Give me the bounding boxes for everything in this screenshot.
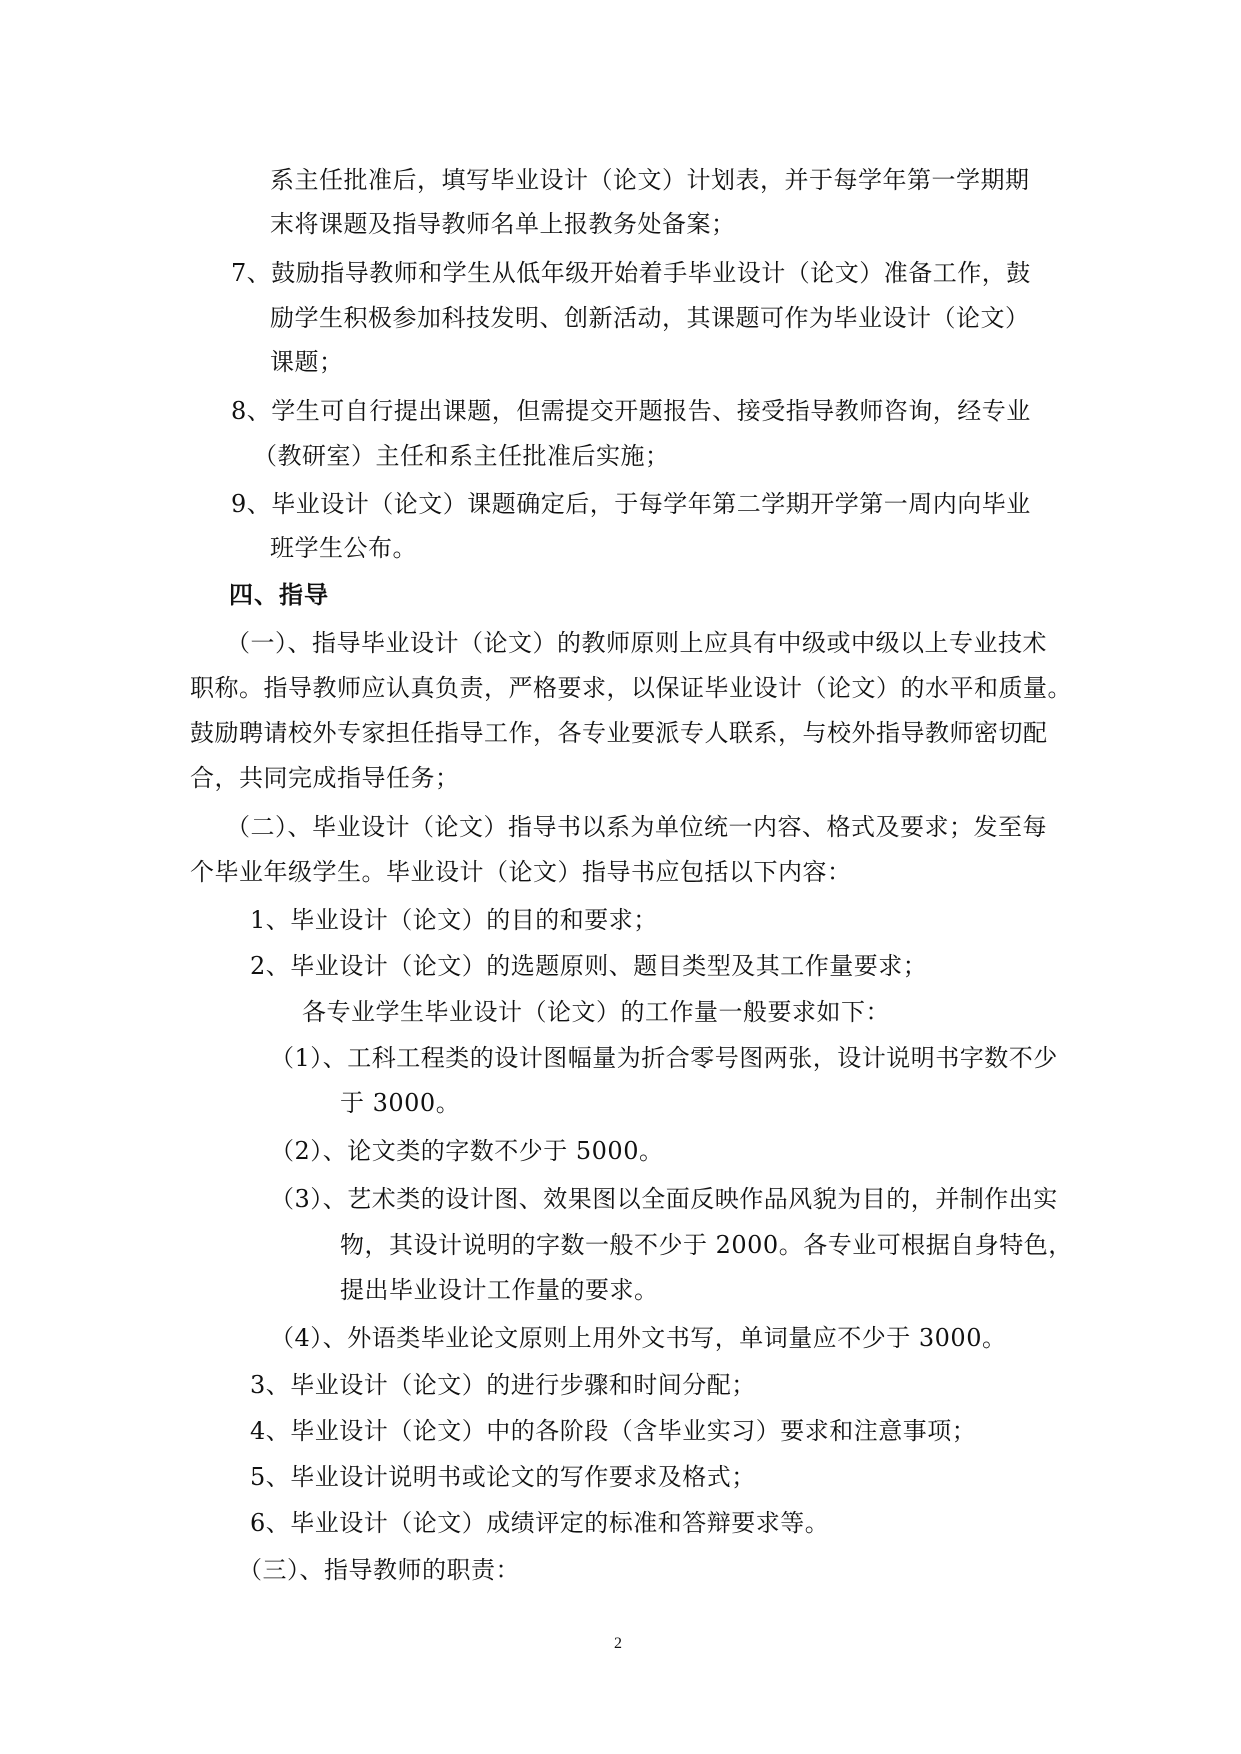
text-line: 末将课题及指导教师名单上报教务处备案；	[270, 210, 736, 238]
text-line: 物，其设计说明的字数一般不少于 2000。各专业可根据自身特色，	[340, 1231, 1073, 1259]
text-line: 课题；	[270, 348, 344, 376]
list-item-8: 8、学生可自行提出课题，但需提交开题报告、接受指导教师咨询，经专业	[231, 397, 1031, 425]
list-item-6: 6、毕业设计（论文）成绩评定的标准和答辩要求等。	[250, 1509, 830, 1537]
list-item-5: 5、毕业设计说明书或论文的写作要求及格式；	[250, 1463, 756, 1491]
list-item-7: 7、鼓励指导教师和学生从低年级开始着手毕业设计（论文）准备工作，鼓	[231, 259, 1031, 287]
list-item-1: 1、毕业设计（论文）的目的和要求；	[250, 906, 658, 934]
text-line: 提出毕业设计工作量的要求。	[340, 1276, 659, 1304]
text-line: 班学生公布。	[270, 534, 417, 562]
paragraph-1-line: 鼓励聘请校外专家担任指导工作，各专业要派专人联系，与校外指导教师密切配	[190, 719, 1048, 747]
text-line: 励学生积极参加科技发明、创新活动，其课题可作为毕业设计（论文）	[270, 304, 1030, 332]
paragraph-2-line: 个毕业年级学生。毕业设计（论文）指导书应包括以下内容：	[190, 858, 852, 886]
paragraph-2-line: （二）、毕业设计（论文）指导书以系为单位统一内容、格式及要求；发至每	[226, 813, 1047, 841]
page-number: 2	[614, 1635, 622, 1652]
text-line: 各专业学生毕业设计（论文）的工作量一般要求如下：	[302, 998, 890, 1026]
paragraph-1-line: 合，共同完成指导任务；	[190, 764, 460, 792]
list-item-2: 2、毕业设计（论文）的选题原则、题目类型及其工作量要求；	[250, 952, 928, 980]
subsection-heading: （三）、指导教师的职责：	[238, 1556, 520, 1584]
paragraph-1-line: 职称。指导教师应认真负责，严格要求，以保证毕业设计（论文）的水平和质量。	[190, 674, 1072, 702]
sub-item-2: （2）、论文类的字数不少于 5000。	[270, 1137, 664, 1165]
list-item-4: 4、毕业设计（论文）中的各阶段（含毕业实习）要求和注意事项；	[250, 1417, 977, 1445]
paragraph-1-line: （一）、指导毕业设计（论文）的教师原则上应具有中级或中级以上专业技术	[226, 629, 1047, 657]
list-item-3: 3、毕业设计（论文）的进行步骤和时间分配；	[250, 1371, 756, 1399]
section-heading: 四、指导	[229, 581, 329, 609]
text-line: 于 3000。	[340, 1089, 461, 1117]
sub-item-1: （1）、工科工程类的设计图幅量为折合零号图两张，设计说明书字数不少	[270, 1044, 1058, 1072]
sub-item-3: （3）、艺术类的设计图、效果图以全面反映作品风貌为目的，并制作出实	[270, 1185, 1058, 1213]
text-line: （教研室）主任和系主任批准后实施；	[253, 442, 670, 470]
list-item-9: 9、毕业设计（论文）课题确定后，于每学年第二学期开学第一周内向毕业	[231, 490, 1031, 518]
text-line: 系主任批准后，填写毕业设计（论文）计划表，并于每学年第一学期期	[270, 166, 1030, 194]
sub-item-4: （4）、外语类毕业论文原则上用外文书写，单词量应不少于 3000。	[270, 1324, 1007, 1352]
